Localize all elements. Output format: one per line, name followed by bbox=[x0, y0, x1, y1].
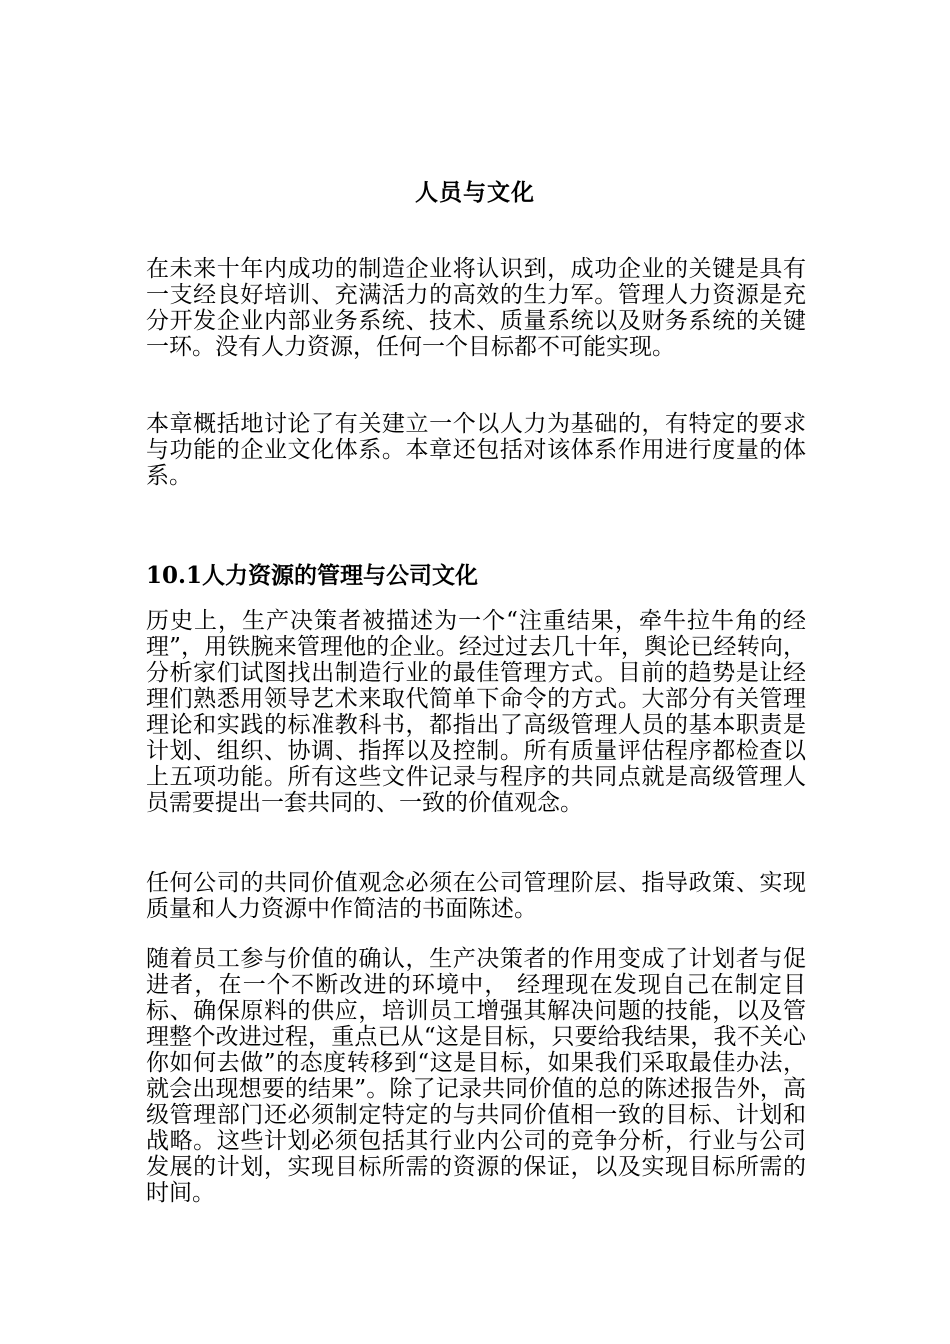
intro-paragraph-1: 在未来十年内成功的制造企业将认识到，成功企业的关键是具有一支经良好培训、充满活力的高效的生力军。管理人力资源是充分开发企业内部业务系统、技术、质量系统以及财务系统的关键一环。没有人力资源，任何一个目标都不可能实现。 bbox=[146, 256, 806, 360]
page-title: 人员与文化 bbox=[415, 179, 535, 206]
section-heading: 10.1人力资源的管理与公司文化 bbox=[146, 562, 479, 589]
section-paragraph-1: 历史上，生产决策者被描述为一个“注重结果，牵牛拉牛角的经理”，用铁腕来管理他的企业。经过过去几十年，舆论已经转向，分析家们试图找出制造行业的最佳管理方式。目前的趋势是让经理们熟悉用领导艺术来取代简单下命令的方式。大部分有关管理理论和实践的标准教科书，都指出了高级管理人员的基本职责是计划、组织、协调、指挥以及控制。所有质量评估程序都检查以上五项功能。所有这些文件记录与程序的共同点就是高级管理人员需要提出一套共同的、一致的价值观念。 bbox=[146, 608, 806, 816]
section-paragraph-3: 随着员工参与价值的确认，生产决策者的作用变成了计划者与促进者，在一个不断改进的环境中， 经理现在发现自己在制定目标、确保原料的供应，培训员工增强其解决问题的技能，以及管理整个改进过程，重点已从“这是目标，只要给我结果，我不关心你如何去做”的态度转移到“这是目标，如果我们采取最佳办法，就会出现想要的结果”。除了记录共同价值的总的陈述报告外，高级管理部门还必须制定特定的与共同价值相一致的目标、计划和战略。这些计划必须包括其行业内公司的竞争分析，行业与公司发展的计划，实现目标所需的资源的保证，以及实现目标所需的时间。 bbox=[146, 946, 806, 1206]
intro-paragraph-2: 本章概括地讨论了有关建立一个以人力为基础的，有特定的要求与功能的企业文化体系。本章还包括对该体系作用进行度量的体系。 bbox=[146, 411, 806, 489]
section-paragraph-2: 任何公司的共同价值观念必须在公司管理阶层、指导政策、实现质量和人力资源中作简洁的书面陈述。 bbox=[146, 870, 806, 922]
